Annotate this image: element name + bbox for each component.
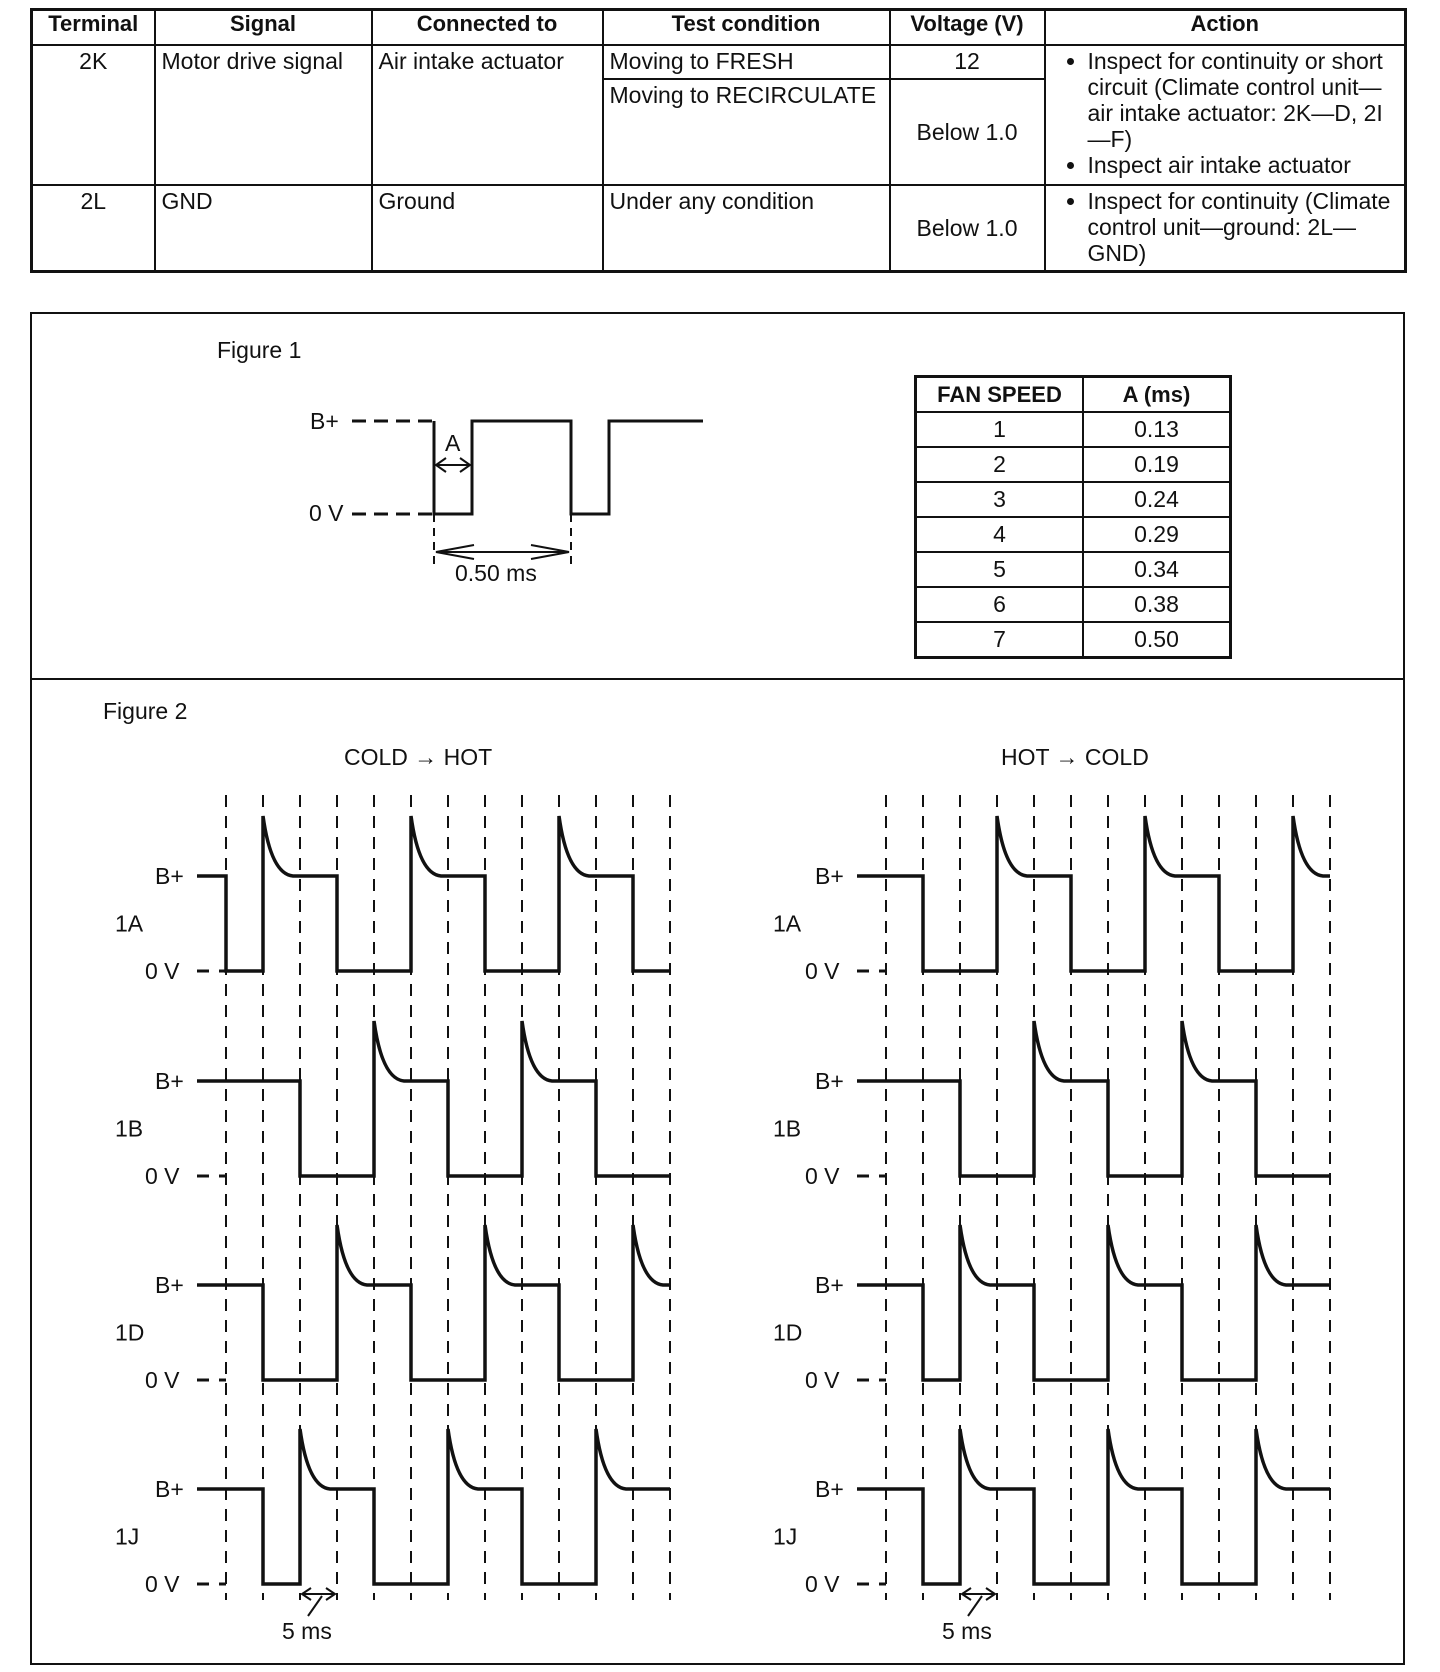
cell-condition: Moving to RECIRCULATE [603,79,890,185]
channel-label-1b: 1B [773,1115,802,1142]
zero-v-label: 0 V [145,1367,180,1393]
zero-v-label: 0 V [805,1163,840,1189]
a-ms-cell: 0.50 [1083,622,1231,658]
a-ms-cell: 0.24 [1083,482,1231,517]
cell-signal: GND [155,185,372,272]
zero-v-label: 0 V [805,1571,840,1597]
period-label: 0.50 ms [455,560,537,586]
b-plus-label: B+ [155,1272,184,1298]
cell-voltage: Below 1.0 [890,79,1045,185]
a-ms-cell: 0.19 [1083,447,1231,482]
header-a-ms: A (ms) [1083,377,1231,413]
fan-speed-cell: 2 [916,447,1084,482]
cell-terminal: 2L [32,185,155,272]
figure1-title: Figure 1 [217,337,302,363]
header-connected-to: Connected to [372,10,603,46]
channel-label-1b: 1B [115,1115,144,1142]
time-label: 5 ms [282,1618,332,1644]
header-signal: Signal [155,10,372,46]
action-item: • Inspect for continuity (Climate control unit—ground: 2L—GND) [1088,188,1399,266]
zero-v-label: 0 V [309,500,344,526]
fan-speed-cell: 3 [916,482,1084,517]
a-ms-cell: 0.34 [1083,552,1231,587]
b-plus-label: B+ [155,1068,184,1094]
b-plus-label: B+ [155,863,184,889]
fan-speed-cell: 7 [916,622,1084,658]
cell-condition: Under any condition [603,185,890,272]
waveform-1d [197,1225,670,1380]
fan-speed-cell: 1 [916,412,1084,447]
a-label: A [445,430,461,456]
a-ms-cell: 0.13 [1083,412,1231,447]
zero-v-label: 0 V [145,1571,180,1597]
channel-label-1j: 1J [773,1523,798,1550]
b-plus-label: B+ [815,1272,844,1298]
cell-terminal: 2K [32,45,155,185]
time-label: 5 ms [942,1618,992,1644]
waveform-1a [197,816,670,971]
a-ms-cell: 0.38 [1083,587,1231,622]
channel-label-1d: 1D [773,1319,803,1346]
right-panel-title: HOT → COLD [1001,744,1149,770]
cell-signal: Motor drive signal [155,45,372,185]
a-ms-cell: 0.29 [1083,517,1231,552]
header-terminal: Terminal [32,10,155,46]
b-plus-label: B+ [310,408,339,434]
figure2-title: Figure 2 [103,698,188,724]
b-plus-label: B+ [815,863,844,889]
fan-speed-cell: 5 [916,552,1084,587]
zero-v-label: 0 V [805,1367,840,1393]
cell-connected-to: Air intake actuator [372,45,603,185]
header-test-condition: Test condition [603,10,890,46]
zero-v-label: 0 V [145,958,180,984]
action-item: • Inspect for continuity or short circuit (Climate control unit—air intake actuator: 2K—D, 2I—F) [1088,48,1399,152]
channel-label-1a: 1A [773,910,802,937]
waveform-1b [197,1021,670,1176]
waveform-1a [857,816,1330,971]
waveform-1j [197,1429,670,1584]
cell-condition: Moving to FRESH [603,45,890,79]
waveform-1j [857,1429,1330,1584]
zero-v-label: 0 V [145,1163,180,1189]
b-plus-label: B+ [815,1068,844,1094]
action-item: • Inspect air intake actuator [1088,152,1399,178]
header-voltage: Voltage (V) [890,10,1045,46]
channel-label-1d: 1D [115,1319,145,1346]
header-fan-speed: FAN SPEED [916,377,1084,413]
waveform-1b [857,1021,1330,1176]
waveform-1d [857,1225,1330,1380]
zero-v-label: 0 V [805,958,840,984]
fan-speed-cell: 4 [916,517,1084,552]
b-plus-label: B+ [815,1476,844,1502]
fan-speed-cell: 6 [916,587,1084,622]
header-action: Action [1045,10,1406,46]
cell-voltage: 12 [890,45,1045,79]
channel-label-1j: 1J [115,1523,140,1550]
b-plus-label: B+ [155,1476,184,1502]
cell-voltage: Below 1.0 [890,185,1045,272]
left-panel-title: COLD → HOT [344,744,493,770]
cell-connected-to: Ground [372,185,603,272]
channel-label-1a: 1A [115,910,144,937]
